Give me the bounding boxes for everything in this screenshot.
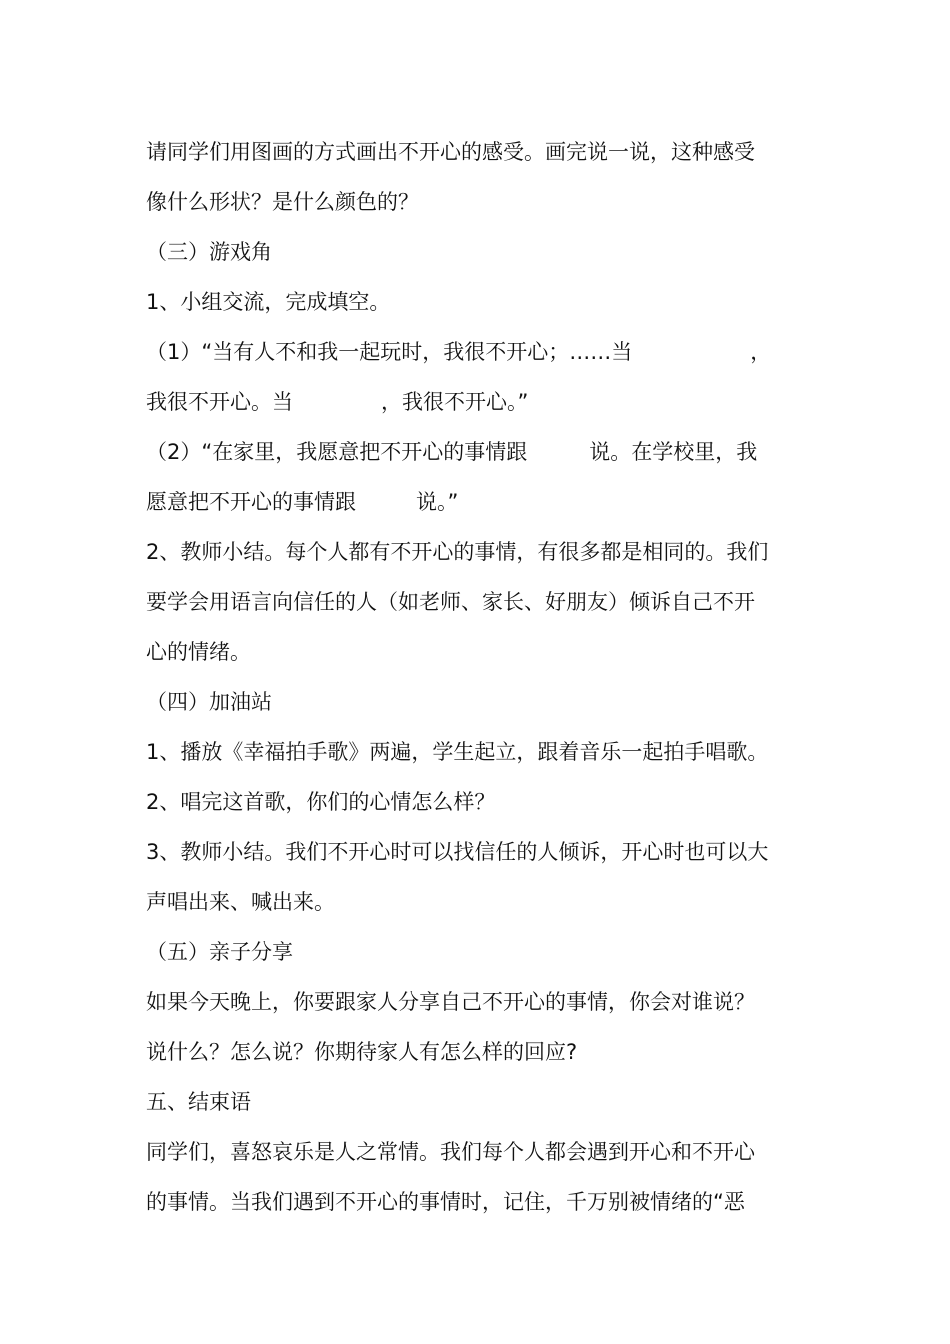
fill-in-text: 说。在学校里，我	[589, 440, 758, 464]
fill-in-text: ，我很不开心。”	[381, 390, 529, 414]
section-heading: （四）加油站	[146, 690, 272, 714]
fill-in-text: 我很不开心。当	[146, 390, 293, 414]
fill-in-text: 愿意把不开心的事情跟	[146, 490, 356, 514]
paragraph-line: 3、教师小结。我们不开心时可以找信任的人倾诉，开心时也可以大	[146, 840, 769, 864]
paragraph-line: 1、播放《幸福拍手歌》两遍，学生起立，跟着音乐一起拍手唱歌。	[146, 740, 769, 764]
fill-in-text: （2）“在家里，我愿意把不开心的事情跟	[146, 440, 528, 464]
paragraph-line: 同学们，喜怒哀乐是人之常情。我们每个人都会遇到开心和不开心	[146, 1140, 755, 1164]
fill-in-line	[146, 387, 816, 417]
paragraph-line: 如果今天晚上，你要跟家人分享自己不开心的事情，你会对谁说？	[146, 990, 755, 1014]
paragraph-line: 2、教师小结。每个人都有不开心的事情，有很多都是相同的。我们	[146, 540, 769, 564]
paragraph-line: 请同学们用图画的方式画出不开心的感受。画完说一说，这种感受	[146, 140, 755, 164]
fill-in-line	[146, 487, 816, 517]
paragraph-line: 像什么形状？是什么颜色的？	[146, 190, 419, 214]
section-heading: 五、结束语	[146, 1090, 251, 1114]
paragraph-line: 心的情绪。	[146, 640, 251, 664]
section-heading: （五）亲子分享	[146, 940, 293, 964]
section-heading: （三）游戏角	[146, 240, 272, 264]
paragraph-line: 1、小组交流，完成填空。	[146, 290, 391, 314]
fill-in-text: （1）“当有人不和我一起玩时，我很不开心；……当	[146, 340, 633, 364]
fill-in-text: ，	[750, 340, 772, 364]
paragraph-line: 2、唱完这首歌，你们的心情怎么样？	[146, 790, 496, 814]
fill-in-line	[146, 337, 816, 367]
paragraph-line: 要学会用语言向信任的人（如老师、家长、好朋友）倾诉自己不开	[146, 590, 755, 614]
paragraph-line: 说什么？怎么说？你期待家人有怎么样的回应?	[146, 1040, 578, 1064]
paragraph-line: 的事情。当我们遇到不开心的事情时，记住，千万别被情绪的“恶	[146, 1190, 745, 1214]
fill-in-text: 说。”	[416, 490, 459, 514]
paragraph-line: 声唱出来、喊出来。	[146, 890, 335, 914]
fill-in-line	[146, 437, 816, 467]
